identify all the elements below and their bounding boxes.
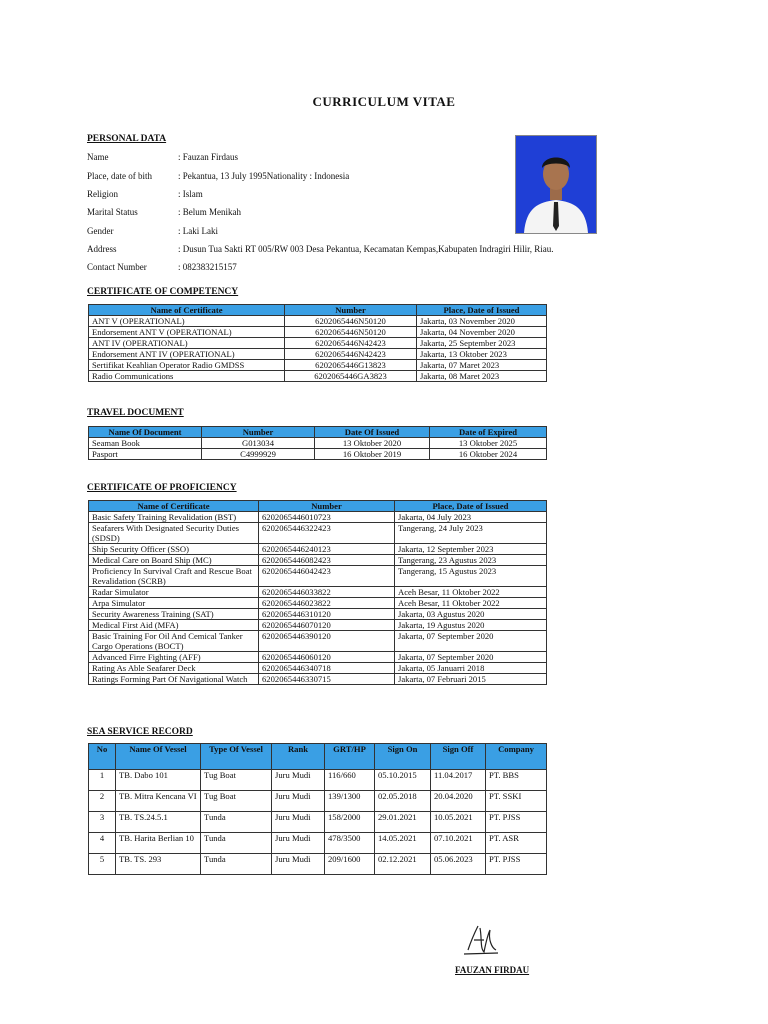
sea-service-row-cell: 02.12.2021 bbox=[375, 854, 431, 875]
proficiency-row-cell: Medical Care on Board Ship (MC) bbox=[89, 555, 259, 566]
proficiency-col-name: Name of Certificate bbox=[89, 501, 259, 512]
competency-row-cell: Jakarta, 04 November 2020 bbox=[417, 327, 547, 338]
proficiency-row-cell: 6202065446082423 bbox=[259, 555, 395, 566]
proficiency-row-cell: Ratings Forming Part Of Navigational Watch bbox=[89, 674, 259, 685]
personal-label: Marital Status bbox=[87, 207, 138, 217]
proficiency-row bbox=[89, 652, 547, 663]
proficiency-row-cell: Rating As Able Seafarer Deck bbox=[89, 663, 259, 674]
proficiency-row bbox=[89, 663, 547, 674]
handwritten-signature bbox=[458, 920, 503, 960]
sea-service-row-cell: 3 bbox=[89, 812, 116, 833]
personal-label: Religion bbox=[87, 189, 118, 199]
travel-row-cell: 13 Oktober 2025 bbox=[430, 438, 547, 449]
proficiency-row bbox=[89, 674, 547, 685]
competency-row-cell: Jakarta, 08 Maret 2023 bbox=[417, 371, 547, 382]
competency-col-name: Name of Certificate bbox=[89, 305, 285, 316]
sea-service-row-cell: Tunda bbox=[201, 812, 272, 833]
travel-row-cell: Pasport bbox=[89, 449, 202, 460]
sea-service-row-cell: 209/1600 bbox=[325, 854, 375, 875]
proficiency-row-cell: Basic Training For Oil And Cemical Tanker Cargo Operations (BOCT) bbox=[89, 631, 259, 652]
proficiency-row-cell: 6202065446070120 bbox=[259, 620, 395, 631]
sea-service-row-cell: 20.04.2020 bbox=[431, 791, 486, 812]
proficiency-table bbox=[88, 500, 547, 685]
travel-row bbox=[89, 449, 547, 460]
proficiency-row-cell: 6202065446042423 bbox=[259, 566, 395, 587]
personal-row-address bbox=[87, 244, 553, 254]
proficiency-row bbox=[89, 620, 547, 631]
sea-col-vessel: Name Of Vessel bbox=[116, 744, 201, 770]
document-title: CURRICULUM VITAE bbox=[312, 94, 456, 109]
sea-service-row-cell: TB. Harita Berlian 10 bbox=[116, 833, 201, 854]
competency-heading: CERTIFICATE OF COMPETENCY bbox=[87, 287, 239, 297]
travel-row-cell: 16 Oktober 2024 bbox=[430, 449, 547, 460]
proficiency-row-cell: Basic Safety Training Revalidation (BST) bbox=[89, 512, 259, 523]
sea-service-row-cell: Tug Boat bbox=[201, 791, 272, 812]
travel-col-document: Name Of Document bbox=[89, 427, 202, 438]
personal-label: Gender bbox=[87, 226, 114, 236]
sea-service-row-cell: TB. Mitra Kencana VI bbox=[116, 791, 201, 812]
personal-row-contact-number bbox=[87, 262, 237, 272]
proficiency-heading: CERTIFICATE OF PROFICIENCY bbox=[87, 483, 237, 493]
sea-service-row-cell: 05.10.2015 bbox=[375, 770, 431, 791]
sea-service-row-cell: TB. Dabo 101 bbox=[116, 770, 201, 791]
sea-service-row-cell: 2 bbox=[89, 791, 116, 812]
competency-row bbox=[89, 316, 547, 327]
proficiency-row-cell: 6202065446330715 bbox=[259, 674, 395, 685]
sea-service-row bbox=[89, 791, 547, 812]
personal-value: : 082383215157 bbox=[178, 262, 237, 272]
sea-service-row-cell: PT. SSKI bbox=[486, 791, 547, 812]
personal-value: : Pekantua, 13 July 1995Nationality : Indonesia bbox=[178, 171, 350, 181]
sea-col-grt: GRT/HP bbox=[325, 744, 375, 770]
competency-row-cell: 6202065446N50120 bbox=[285, 327, 417, 338]
sea-service-table bbox=[88, 743, 547, 875]
sea-service-row-cell: Tunda bbox=[201, 833, 272, 854]
travel-row-cell: Seaman Book bbox=[89, 438, 202, 449]
proficiency-row-cell: 6202065446023822 bbox=[259, 598, 395, 609]
sea-service-row-cell: 1 bbox=[89, 770, 116, 791]
proficiency-row-cell: Aceh Besar, 11 Oktober 2022 bbox=[395, 587, 547, 598]
travel-col-number: Number bbox=[202, 427, 315, 438]
travel-col-issued: Date Of Issued bbox=[315, 427, 430, 438]
proficiency-row bbox=[89, 598, 547, 609]
sea-service-row bbox=[89, 854, 547, 875]
proficiency-row-cell: Jakarta, 04 July 2023 bbox=[395, 512, 547, 523]
proficiency-row bbox=[89, 566, 547, 587]
personal-row-marital-status bbox=[87, 207, 241, 217]
competency-row-cell: Endorsement ANT IV (OPERATIONAL) bbox=[89, 349, 285, 360]
sea-service-row-cell: Juru Mudi bbox=[272, 833, 325, 854]
personal-value: : Islam bbox=[178, 189, 203, 199]
travel-heading: TRAVEL DOCUMENT bbox=[87, 408, 184, 418]
competency-row bbox=[89, 327, 547, 338]
personal-value: : Dusun Tua Sakti RT 005/RW 003 Desa Pekantua, Kecamatan Kempas,Kabupaten Indragiri Hilir, Riau. bbox=[178, 244, 554, 254]
sea-service-row-cell: PT. ASR bbox=[486, 833, 547, 854]
sea-service-row-cell: 05.06.2023 bbox=[431, 854, 486, 875]
sea-col-rank: Rank bbox=[272, 744, 325, 770]
sea-service-row-cell: Tunda bbox=[201, 854, 272, 875]
proficiency-row bbox=[89, 587, 547, 598]
proficiency-row-cell: Seafarers With Designated Security Duties (SDSD) bbox=[89, 523, 259, 544]
proficiency-row-cell: 6202065446322423 bbox=[259, 523, 395, 544]
proficiency-row-cell: Tangerang, 24 July 2023 bbox=[395, 523, 547, 544]
travel-row bbox=[89, 438, 547, 449]
sea-service-row bbox=[89, 770, 547, 791]
proficiency-row bbox=[89, 523, 547, 544]
travel-row-cell: G013034 bbox=[202, 438, 315, 449]
proficiency-row-cell: Proficiency In Survival Craft and Rescue Boat Revalidation (SCRB) bbox=[89, 566, 259, 587]
travel-table bbox=[88, 426, 547, 460]
proficiency-row-cell: Radar Simulator bbox=[89, 587, 259, 598]
competency-row-cell: ANT V (OPERATIONAL) bbox=[89, 316, 285, 327]
competency-row-cell: 6202065446N50120 bbox=[285, 316, 417, 327]
proficiency-row-cell: Advanced Firre Fighting (AFF) bbox=[89, 652, 259, 663]
travel-col-expired: Date of Expired bbox=[430, 427, 547, 438]
competency-row-cell: ANT IV (OPERATIONAL) bbox=[89, 338, 285, 349]
competency-row-cell: Jakarta, 25 September 2023 bbox=[417, 338, 547, 349]
proficiency-row-cell: Jakarta, 03 Agustus 2020 bbox=[395, 609, 547, 620]
sea-service-row bbox=[89, 833, 547, 854]
proficiency-row-cell: Jakarta, 19 Agustus 2020 bbox=[395, 620, 547, 631]
sea-service-row-cell: 07.10.2021 bbox=[431, 833, 486, 854]
proficiency-row-cell: 6202065446010723 bbox=[259, 512, 395, 523]
sea-col-sign-on: Sign On bbox=[375, 744, 431, 770]
competency-row-cell: Jakarta, 13 Oktober 2023 bbox=[417, 349, 547, 360]
competency-row-cell: 6202065446GA3823 bbox=[285, 371, 417, 382]
sea-service-row-cell: PT. PJSS bbox=[486, 812, 547, 833]
proficiency-row-cell: Jakarta, 07 September 2020 bbox=[395, 652, 547, 663]
competency-row bbox=[89, 371, 547, 382]
sea-service-row-cell: 10.05.2021 bbox=[431, 812, 486, 833]
competency-row-cell: Radio Communications bbox=[89, 371, 285, 382]
proficiency-row-cell: Security Awareness Training (SAT) bbox=[89, 609, 259, 620]
proficiency-row-cell: 6202065446060120 bbox=[259, 652, 395, 663]
personal-value: : Laki Laki bbox=[178, 226, 218, 236]
competency-row-cell: Jakarta, 07 Maret 2023 bbox=[417, 360, 547, 371]
proficiency-row-cell: Jakarta, 05 Januarri 2018 bbox=[395, 663, 547, 674]
sea-service-row-cell: 11.04.2017 bbox=[431, 770, 486, 791]
sea-service-row-cell: TB. TS.24.5.1 bbox=[116, 812, 201, 833]
personal-row-religion bbox=[87, 189, 203, 199]
personal-label: Address bbox=[87, 244, 117, 254]
personal-label: Name bbox=[87, 152, 109, 162]
sea-col-company: Company bbox=[486, 744, 547, 770]
proficiency-row-cell: Jakarta, 07 September 2020 bbox=[395, 631, 547, 652]
competency-row bbox=[89, 360, 547, 371]
proficiency-col-place-date: Place, Date of Issued bbox=[395, 501, 547, 512]
proficiency-row bbox=[89, 512, 547, 523]
sea-service-row-cell: TB. TS. 293 bbox=[116, 854, 201, 875]
competency-row bbox=[89, 349, 547, 360]
personal-row-name bbox=[87, 152, 238, 162]
competency-row-cell: 6202065446N42423 bbox=[285, 349, 417, 360]
signature-name: FAUZAN FIRDAU bbox=[455, 965, 530, 975]
proficiency-row-cell: Medical First Aid (MFA) bbox=[89, 620, 259, 631]
travel-row-cell: 16 Oktober 2019 bbox=[315, 449, 430, 460]
sea-service-heading: SEA SERVICE RECORD bbox=[87, 727, 193, 737]
sea-service-row-cell: 478/3500 bbox=[325, 833, 375, 854]
proficiency-row-cell: Jakarta, 12 September 2023 bbox=[395, 544, 547, 555]
sea-service-row-cell: PT. PJSS bbox=[486, 854, 547, 875]
sea-service-row-cell: Tug Boat bbox=[201, 770, 272, 791]
sea-service-row-cell: PT. BBS bbox=[486, 770, 547, 791]
sea-service-row-cell: 158/2000 bbox=[325, 812, 375, 833]
proficiency-row bbox=[89, 544, 547, 555]
sea-service-row-cell: 14.05.2021 bbox=[375, 833, 431, 854]
proficiency-row bbox=[89, 609, 547, 620]
sea-service-row-cell: 4 bbox=[89, 833, 116, 854]
sea-service-row-cell: Juru Mudi bbox=[272, 812, 325, 833]
proficiency-row-cell: Tangerang, 15 Agustus 2023 bbox=[395, 566, 547, 587]
competency-row-cell: Endorsement ANT V (OPERATIONAL) bbox=[89, 327, 285, 338]
sea-col-no: No bbox=[89, 744, 116, 770]
travel-row-cell: 13 Oktober 2020 bbox=[315, 438, 430, 449]
sea-col-type: Type Of Vessel bbox=[201, 744, 272, 770]
competency-col-number: Number bbox=[285, 305, 417, 316]
proficiency-row-cell: Jakarta, 07 Februari 2015 bbox=[395, 674, 547, 685]
proficiency-col-number: Number bbox=[259, 501, 395, 512]
personal-label: Contact Number bbox=[87, 262, 147, 272]
proficiency-row-cell: Tangerang, 23 Agustus 2023 bbox=[395, 555, 547, 566]
personal-value: : Fauzan Firdaus bbox=[178, 152, 238, 162]
proficiency-row-cell: 6202065446033822 bbox=[259, 587, 395, 598]
competency-row-cell: 6202065446G13823 bbox=[285, 360, 417, 371]
competency-col-place-date: Place, Date of Issued bbox=[417, 305, 547, 316]
proficiency-row-cell: 6202065446340718 bbox=[259, 663, 395, 674]
personal-data-heading: PERSONAL DATA bbox=[87, 134, 167, 144]
proficiency-row-cell: Arpa Simulator bbox=[89, 598, 259, 609]
proficiency-row-cell: 6202065446310120 bbox=[259, 609, 395, 620]
competency-row-cell: Sertifikat Keahlian Operator Radio GMDSS bbox=[89, 360, 285, 371]
competency-row bbox=[89, 338, 547, 349]
personal-row-place-date-of-bith bbox=[87, 171, 349, 181]
proficiency-row-cell: Aceh Besar, 11 Oktober 2022 bbox=[395, 598, 547, 609]
personal-value: : Belum Menikah bbox=[178, 207, 241, 217]
sea-service-row-cell: 139/1300 bbox=[325, 791, 375, 812]
proficiency-row-cell: 6202065446390120 bbox=[259, 631, 395, 652]
proficiency-row-cell: 6202065446240123 bbox=[259, 544, 395, 555]
sea-service-row-cell: 116/660 bbox=[325, 770, 375, 791]
sea-service-row-cell: Juru Mudi bbox=[272, 791, 325, 812]
personal-label: Place, date of bith bbox=[87, 171, 152, 181]
proficiency-row bbox=[89, 555, 547, 566]
sea-service-row-cell: 29.01.2021 bbox=[375, 812, 431, 833]
proficiency-row-cell: Ship Security Officer (SSO) bbox=[89, 544, 259, 555]
sea-service-row-cell: 5 bbox=[89, 854, 116, 875]
sea-service-row-cell: 02.05.2018 bbox=[375, 791, 431, 812]
sea-service-row-cell: Juru Mudi bbox=[272, 854, 325, 875]
personal-row-gender bbox=[87, 226, 218, 236]
sea-service-row bbox=[89, 812, 547, 833]
profile-photo bbox=[515, 135, 597, 234]
competency-row-cell: 6202065446N42423 bbox=[285, 338, 417, 349]
travel-row-cell: C4999929 bbox=[202, 449, 315, 460]
sea-col-sign-off: Sign Off bbox=[431, 744, 486, 770]
sea-service-row-cell: Juru Mudi bbox=[272, 770, 325, 791]
competency-table bbox=[88, 304, 547, 382]
competency-row-cell: Jakarta, 03 November 2020 bbox=[417, 316, 547, 327]
proficiency-row bbox=[89, 631, 547, 652]
